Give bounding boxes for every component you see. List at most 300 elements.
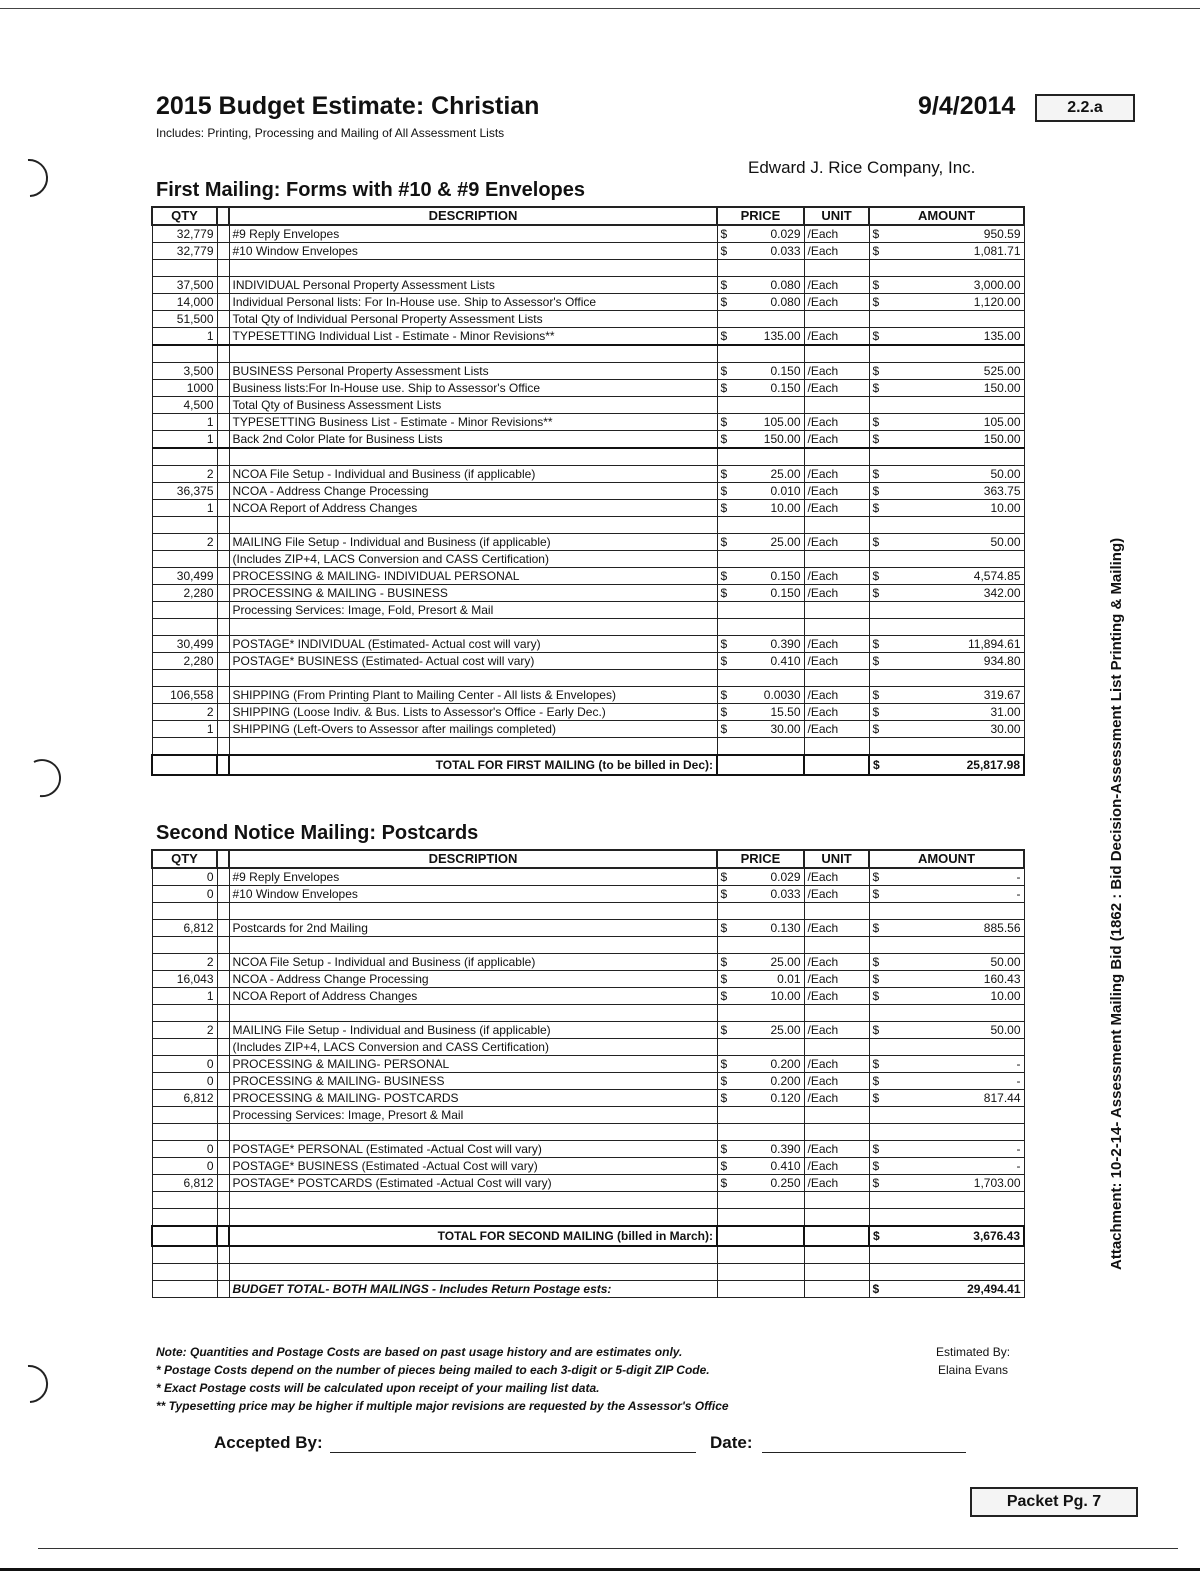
table-row — [152, 1246, 1024, 1264]
qty-cell: 2 — [152, 534, 217, 551]
description-cell: POSTAGE* INDIVIDUAL (Estimated- Actual cost will vary) — [229, 636, 717, 653]
gutter-cell — [217, 1022, 229, 1039]
gutter-cell — [217, 517, 229, 534]
cell-value: 29,494.41 — [967, 1282, 1021, 1296]
table-row — [152, 1022, 1024, 1039]
table-row — [152, 687, 1024, 704]
currency-sign: $ — [872, 381, 880, 395]
amount-cell — [869, 363, 1024, 380]
unit-cell — [804, 448, 869, 466]
cell-value: 105.00 — [763, 415, 801, 429]
amount-cell — [869, 380, 1024, 397]
currency-sign: $ — [872, 586, 880, 600]
unit-cell: /Each — [804, 1141, 869, 1158]
amount-cell — [869, 466, 1024, 483]
price-cell — [717, 937, 804, 954]
amount-cell — [869, 500, 1024, 517]
cell-value: 30.00 — [770, 722, 801, 736]
qty-cell: 0 — [152, 1056, 217, 1073]
unit-cell: /Each — [804, 363, 869, 380]
col-unit: UNIT — [804, 850, 869, 868]
cell-value: 105.00 — [983, 415, 1021, 429]
currency-sign: $ — [872, 722, 880, 736]
currency-sign: $ — [872, 295, 880, 309]
page-subtitle: Includes: Printing, Processing and Mailing of All Assessment Lists — [156, 126, 505, 140]
gutter-cell — [217, 1226, 229, 1246]
gutter-cell — [217, 311, 229, 328]
unit-cell: /Each — [804, 500, 869, 517]
unit-cell: /Each — [804, 886, 869, 903]
cell-value: 15.50 — [770, 705, 801, 719]
amount-cell — [869, 636, 1024, 653]
currency-sign: $ — [872, 432, 880, 446]
price-cell — [717, 1090, 804, 1107]
unit-cell: /Each — [804, 585, 869, 602]
price-cell — [717, 260, 804, 277]
unit-cell — [804, 602, 869, 619]
first-mailing-total-row — [152, 755, 1024, 775]
amount-cell — [869, 311, 1024, 328]
cell-value: 0.029 — [770, 870, 801, 884]
table-row — [152, 1158, 1024, 1175]
unit-cell — [804, 551, 869, 568]
table-row — [152, 1107, 1024, 1124]
currency-sign: $ — [720, 467, 728, 481]
qty-cell: 2,280 — [152, 653, 217, 670]
signature-date-label: Date: — [710, 1433, 753, 1452]
blank-cell — [152, 1246, 217, 1264]
table-header-row — [152, 207, 1024, 225]
currency-sign: $ — [872, 887, 880, 901]
gutter-cell — [217, 903, 229, 920]
price-cell — [717, 619, 804, 636]
amount-cell — [869, 448, 1024, 466]
blank-cell — [804, 1246, 869, 1264]
gutter-cell — [217, 653, 229, 670]
amount-cell — [869, 1158, 1024, 1175]
cell-value: 25.00 — [770, 1023, 801, 1037]
cell-value: 342.00 — [983, 586, 1021, 600]
price-cell — [717, 500, 804, 517]
cell-value: 11,894.61 — [968, 637, 1021, 651]
currency-sign: $ — [720, 705, 728, 719]
amount-cell — [869, 1022, 1024, 1039]
table-row — [152, 886, 1024, 903]
cell-value: - — [1016, 887, 1021, 901]
note-line: ** Typesetting price may be higher if multiple major revisions are requested by the Assessor's Office — [156, 1399, 729, 1413]
description-cell: NCOA - Address Change Processing — [229, 971, 717, 988]
table-row — [152, 1073, 1024, 1090]
description-cell: #9 Reply Envelopes — [229, 225, 717, 243]
estimated-by-name: Elaina Evans — [937, 1363, 1009, 1377]
gutter-cell — [217, 1158, 229, 1175]
unit-cell — [804, 1005, 869, 1022]
currency-sign: $ — [720, 1023, 728, 1037]
unit-cell — [804, 311, 869, 328]
unit-cell: /Each — [804, 653, 869, 670]
currency-sign: $ — [720, 295, 728, 309]
gutter-cell — [217, 755, 229, 775]
second-mailing-total-row — [152, 1226, 1024, 1246]
blank-cell — [217, 1264, 229, 1281]
gutter-cell — [217, 937, 229, 954]
qty-cell — [152, 517, 217, 534]
amount-cell — [869, 988, 1024, 1005]
price-cell — [717, 1158, 804, 1175]
description-cell: Postcards for 2nd Mailing — [229, 920, 717, 937]
signature-date-line[interactable] — [762, 1452, 966, 1453]
cell-value: 0.029 — [770, 227, 801, 241]
table-row — [152, 1141, 1024, 1158]
col-qty: QTY — [152, 207, 217, 225]
table-row — [152, 619, 1024, 636]
amount-cell — [869, 1192, 1024, 1209]
description-cell: BUSINESS Personal Property Assessment Lists — [229, 363, 717, 380]
blank-cell — [717, 1264, 804, 1281]
description-cell: TYPESETTING Business List - Estimate - Minor Revisions** — [229, 414, 717, 431]
price-cell — [717, 971, 804, 988]
unit-cell — [804, 345, 869, 363]
qty-cell — [152, 1039, 217, 1056]
unit-cell: /Each — [804, 243, 869, 260]
description-cell: SHIPPING (Left-Overs to Assessor after mailings completed) — [229, 721, 717, 738]
cell-value: 319.67 — [983, 688, 1021, 702]
gutter-cell — [217, 397, 229, 414]
price-cell — [717, 704, 804, 721]
price-cell — [717, 517, 804, 534]
currency-sign: $ — [720, 1159, 728, 1173]
description-cell: NCOA - Address Change Processing — [229, 483, 717, 500]
table-row — [152, 1090, 1024, 1107]
currency-sign: $ — [720, 244, 728, 258]
currency-sign: $ — [720, 535, 728, 549]
price-cell — [717, 954, 804, 971]
currency-sign: $ — [872, 1142, 880, 1156]
qty-cell: 6,812 — [152, 920, 217, 937]
cell-value: 817.44 — [983, 1091, 1021, 1105]
description-cell: #10 Window Envelopes — [229, 243, 717, 260]
gutter-cell — [217, 1124, 229, 1141]
qty-cell: 0 — [152, 1141, 217, 1158]
description-cell: Total Qty of Individual Personal Property Assessment Lists — [229, 311, 717, 328]
cell-value: 0.080 — [770, 278, 801, 292]
qty-cell — [152, 670, 217, 687]
amount-cell — [869, 585, 1024, 602]
qty-cell: 2 — [152, 954, 217, 971]
qty-cell — [152, 345, 217, 363]
amount-cell — [869, 260, 1024, 277]
gutter-cell — [217, 500, 229, 517]
currency-sign: $ — [720, 278, 728, 292]
qty-cell — [152, 619, 217, 636]
amount-cell — [869, 619, 1024, 636]
price-cell — [717, 294, 804, 311]
description-cell: NCOA File Setup - Individual and Business (if applicable) — [229, 954, 717, 971]
table-row — [152, 636, 1024, 653]
qty-cell — [152, 551, 217, 568]
amount-cell — [869, 721, 1024, 738]
qty-cell — [152, 448, 217, 466]
cell-value: 1,081.71 — [973, 244, 1021, 258]
amount-cell — [869, 903, 1024, 920]
amount-cell — [869, 1090, 1024, 1107]
cell-value: 150.00 — [983, 381, 1021, 395]
punch-hole-top — [28, 160, 47, 196]
price-cell — [717, 1073, 804, 1090]
currency-sign: $ — [873, 758, 880, 772]
gutter-cell — [217, 568, 229, 585]
total-amount — [869, 755, 1024, 775]
qty-cell — [152, 1005, 217, 1022]
cell-value: 1,703.00 — [973, 1176, 1021, 1190]
description-cell — [229, 260, 717, 277]
table-row — [152, 397, 1024, 414]
description-cell — [229, 345, 717, 363]
total-amount — [869, 1226, 1024, 1246]
description-cell: POSTAGE* BUSINESS (Estimated -Actual Cost will vary) — [229, 1158, 717, 1175]
currency-sign: $ — [872, 921, 880, 935]
qty-cell: 0 — [152, 1158, 217, 1175]
description-cell: TYPESETTING Individual List - Estimate - Minor Revisions** — [229, 328, 717, 346]
cell-value: 10.00 — [990, 989, 1021, 1003]
currency-sign: $ — [872, 535, 880, 549]
unit-cell: /Each — [804, 988, 869, 1005]
description-cell: INDIVIDUAL Personal Property Assessment Lists — [229, 277, 717, 294]
unit-cell: /Each — [804, 971, 869, 988]
unit-cell — [804, 619, 869, 636]
cell-value: 0.150 — [770, 364, 801, 378]
unit-cell: /Each — [804, 721, 869, 738]
table-row — [152, 243, 1024, 260]
gutter-cell — [217, 1281, 229, 1298]
description-cell: POSTAGE* PERSONAL (Estimated -Actual Cost will vary) — [229, 1141, 717, 1158]
cell-value: 31.00 — [990, 705, 1021, 719]
qty-cell: 106,558 — [152, 687, 217, 704]
price-cell — [717, 1124, 804, 1141]
cell-value: 25.00 — [770, 535, 801, 549]
packet-page-label: Packet Pg. 7 — [970, 1487, 1138, 1517]
qty-cell: 1 — [152, 431, 217, 449]
description-cell: SHIPPING (From Printing Plant to Mailing Center - All lists & Envelopes) — [229, 687, 717, 704]
amount-cell — [869, 414, 1024, 431]
unit-cell: /Each — [804, 954, 869, 971]
note-line: Note: Quantities and Postage Costs are based on past usage history and are estimates only. — [156, 1345, 683, 1359]
description-cell: POSTAGE* POSTCARDS (Estimated -Actual Cost will vary) — [229, 1175, 717, 1192]
unit-cell — [804, 1124, 869, 1141]
price-cell — [717, 483, 804, 500]
cell-value: 0.033 — [770, 244, 801, 258]
amount-cell — [869, 1175, 1024, 1192]
qty-cell: 6,812 — [152, 1090, 217, 1107]
price-cell — [717, 585, 804, 602]
currency-sign: $ — [720, 722, 728, 736]
cell-value: 160.43 — [983, 972, 1021, 986]
qty-cell: 2 — [152, 1022, 217, 1039]
table-row — [152, 585, 1024, 602]
amount-cell — [869, 345, 1024, 363]
amount-cell — [869, 1056, 1024, 1073]
description-cell: SHIPPING (Loose Indiv. & Bus. Lists to Assessor's Office - Early Dec.) — [229, 704, 717, 721]
currency-sign: $ — [720, 688, 728, 702]
col-price: PRICE — [717, 850, 804, 868]
amount-cell — [869, 670, 1024, 687]
col-unit: UNIT — [804, 207, 869, 225]
first-mailing-table — [151, 206, 1025, 776]
gutter-cell — [217, 738, 229, 756]
qty-cell: 0 — [152, 886, 217, 903]
price-cell — [717, 687, 804, 704]
description-cell — [229, 937, 717, 954]
cell-value: - — [1016, 1142, 1021, 1156]
qty-cell — [152, 937, 217, 954]
qty-cell — [152, 738, 217, 756]
table-row — [152, 448, 1024, 466]
gutter-cell — [217, 1141, 229, 1158]
currency-sign: $ — [872, 484, 880, 498]
cell-value: 10.00 — [990, 501, 1021, 515]
cell-value: 0.200 — [770, 1057, 801, 1071]
description-cell: (Includes ZIP+4, LACS Conversion and CASS Certification) — [229, 551, 717, 568]
gutter-cell — [217, 294, 229, 311]
gutter-cell — [217, 1073, 229, 1090]
gutter-cell — [217, 1209, 229, 1227]
cell-value: 30.00 — [990, 722, 1021, 736]
table-row — [152, 431, 1024, 449]
qty-cell — [152, 903, 217, 920]
unit-cell: /Each — [804, 1175, 869, 1192]
punch-hole-bottom — [28, 1366, 47, 1402]
cell-value: 10.00 — [770, 501, 801, 515]
description-cell — [229, 619, 717, 636]
bottom-rule — [38, 1548, 1178, 1549]
cell-value: 0.080 — [770, 295, 801, 309]
amount-cell — [869, 328, 1024, 346]
unit-cell: /Each — [804, 534, 869, 551]
amount-cell — [869, 602, 1024, 619]
table-row — [152, 534, 1024, 551]
qty-cell — [152, 1209, 217, 1227]
blank-cell — [869, 1246, 1024, 1264]
amount-cell — [869, 1039, 1024, 1056]
unit-cell: /Each — [804, 277, 869, 294]
unit-cell: /Each — [804, 868, 869, 886]
table-row — [152, 311, 1024, 328]
price-cell — [717, 886, 804, 903]
gutter-cell — [217, 363, 229, 380]
description-cell: Total Qty of Business Assessment Lists — [229, 397, 717, 414]
cell-value: 0.150 — [770, 569, 801, 583]
description-cell — [229, 738, 717, 756]
amount-cell — [869, 971, 1024, 988]
punch-hole-middle — [34, 760, 60, 796]
qty-cell — [152, 755, 217, 775]
table-row — [152, 954, 1024, 971]
unit-cell — [804, 1209, 869, 1227]
cell-value: 0.410 — [770, 654, 801, 668]
document-date: 9/4/2014 — [918, 92, 1016, 120]
qty-cell: 1 — [152, 721, 217, 738]
price-cell — [717, 380, 804, 397]
gutter-cell — [217, 1192, 229, 1209]
accepted-by-signature-line[interactable] — [330, 1452, 696, 1453]
unit-cell: /Each — [804, 294, 869, 311]
cell-value: 0.010 — [770, 484, 801, 498]
description-cell: MAILING File Setup - Individual and Business (if applicable) — [229, 534, 717, 551]
unit-cell — [804, 1107, 869, 1124]
currency-sign: $ — [720, 415, 728, 429]
table-row — [152, 294, 1024, 311]
amount-cell — [869, 243, 1024, 260]
description-cell: NCOA File Setup - Individual and Business (if applicable) — [229, 466, 717, 483]
amount-cell — [869, 277, 1024, 294]
gutter-cell — [217, 585, 229, 602]
cell-value: 25.00 — [770, 467, 801, 481]
description-cell: #10 Window Envelopes — [229, 886, 717, 903]
cell-value: 4,574.85 — [973, 569, 1021, 583]
amount-cell — [869, 954, 1024, 971]
table-row — [152, 1175, 1024, 1192]
table-row — [152, 345, 1024, 363]
currency-sign: $ — [872, 364, 880, 378]
price-cell — [717, 345, 804, 363]
currency-sign: $ — [720, 1074, 728, 1088]
amount-cell — [869, 551, 1024, 568]
table-row — [152, 670, 1024, 687]
price-cell — [717, 1022, 804, 1039]
amount-cell — [869, 483, 1024, 500]
currency-sign: $ — [720, 586, 728, 600]
currency-sign: $ — [720, 364, 728, 378]
unit-cell — [804, 1039, 869, 1056]
unit-cell: /Each — [804, 328, 869, 346]
table-row — [152, 903, 1024, 920]
budget-total-row — [152, 1281, 1024, 1298]
currency-sign: $ — [720, 654, 728, 668]
cell-value: 150.00 — [763, 432, 801, 446]
cell-value: 0.410 — [770, 1159, 801, 1173]
price-cell — [717, 1226, 804, 1246]
table-row — [152, 1056, 1024, 1073]
unit-cell — [804, 738, 869, 756]
price-cell — [717, 602, 804, 619]
gutter-cell — [217, 483, 229, 500]
cell-value: 0.0030 — [763, 688, 801, 702]
gutter-cell — [217, 1039, 229, 1056]
table-row — [152, 738, 1024, 756]
unit-cell — [804, 517, 869, 534]
cell-value: 0.130 — [770, 921, 801, 935]
table-row — [152, 653, 1024, 670]
qty-cell — [152, 1226, 217, 1246]
price-cell — [717, 243, 804, 260]
table-row — [152, 466, 1024, 483]
gutter-cell — [217, 1090, 229, 1107]
qty-cell — [152, 1107, 217, 1124]
gutter-cell — [217, 1175, 229, 1192]
qty-cell: 0 — [152, 1073, 217, 1090]
cell-value: - — [1016, 870, 1021, 884]
cell-value: 363.75 — [983, 484, 1021, 498]
table-row — [152, 517, 1024, 534]
table-row — [152, 380, 1024, 397]
currency-sign: $ — [872, 415, 880, 429]
qty-cell: 30,499 — [152, 636, 217, 653]
gutter-cell — [217, 704, 229, 721]
price-cell — [717, 670, 804, 687]
currency-sign: $ — [720, 887, 728, 901]
table-row — [152, 988, 1024, 1005]
table-row — [152, 1005, 1024, 1022]
